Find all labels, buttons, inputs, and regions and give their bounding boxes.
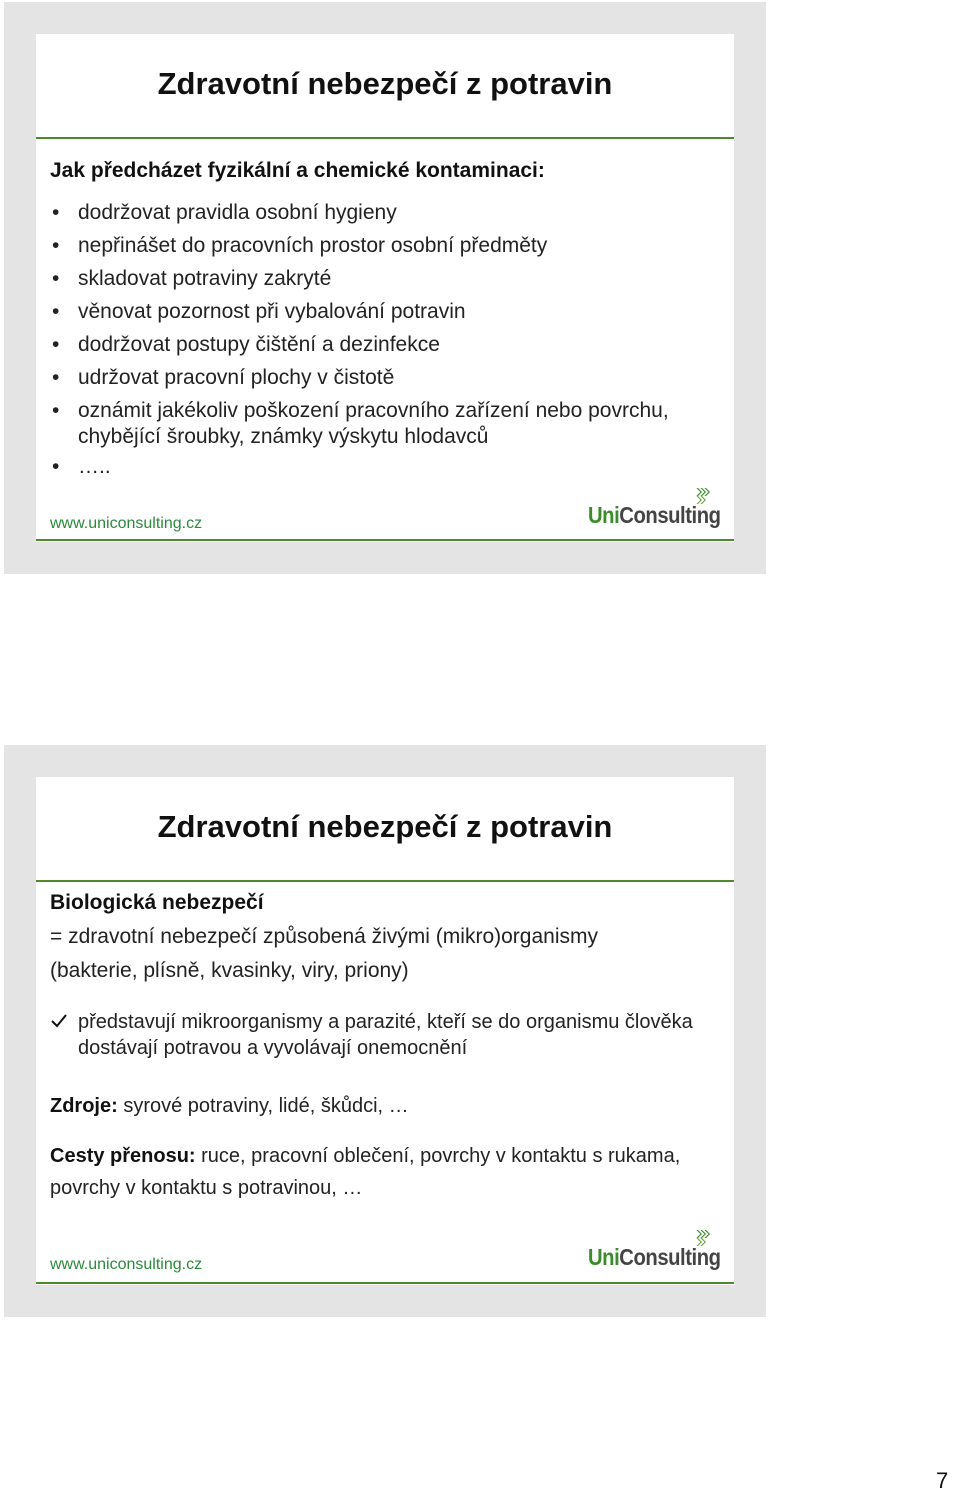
slide-title: Zdravotní nebezpečí z potravin [157, 809, 613, 844]
list-item: • oznámit jakékoliv poškození pracovního zařízení nebo povrchu, chybějící šroubky, známky výskytu hlodavců [52, 399, 669, 448]
uniconsulting-logo [588, 484, 721, 530]
list-item: • skladovat potraviny zakryté [52, 267, 332, 290]
logo-wordmark: UniConsulting [588, 502, 721, 528]
uniconsulting-logo [588, 1226, 721, 1272]
bullet-icon: • [52, 234, 60, 257]
check-list-item: představují mikroorganismy a parazité, kteří se do organismu člověka dostávají potravou a vyvolávají onemocnění [50, 1009, 722, 1061]
slide-1 [36, 34, 734, 542]
website-link[interactable]: www.uniconsulting.cz [50, 515, 203, 532]
bullet-icon: • [52, 333, 60, 356]
list-item: • udržovat pracovní plochy v čistotě [52, 366, 395, 389]
slide-title: Zdravotní nebezpečí z potravin [157, 66, 613, 101]
definition-line-2: (bakterie, plísně, kvasinky, viry, priony) [50, 959, 409, 982]
bullet-icon: • [52, 267, 60, 290]
slide-subtitle: Jak předcházet fyzikální a chemické kontaminaci: [50, 159, 545, 182]
title-divider [36, 137, 734, 139]
bullet-icon: • [52, 399, 60, 422]
list-item: • ….. [52, 455, 111, 478]
list-item: • dodržovat postupy čištění a dezinfekce [52, 333, 440, 356]
bullet-icon: • [52, 366, 60, 389]
list-item: • dodržovat pravidla osobní hygieny [52, 201, 397, 224]
slide-1-frame [4, 2, 766, 574]
title-divider [36, 880, 734, 882]
footer-divider [36, 1282, 734, 1284]
checkmark-icon [50, 1011, 68, 1037]
bullet-icon: • [52, 455, 60, 478]
footer-divider [36, 539, 734, 541]
logo-wordmark: UniConsulting [588, 1244, 721, 1270]
list-item: • nepřinášet do pracovních prostor osobní předměty [52, 234, 548, 257]
bullet-icon: • [52, 201, 60, 224]
website-link[interactable]: www.uniconsulting.cz [50, 1256, 203, 1273]
bullet-list [50, 200, 720, 487]
list-item: • věnovat pozornost při vybalování potravin [52, 300, 466, 323]
sources-line: Zdroje: syrové potraviny, lidé, škůdci, … [50, 1095, 409, 1117]
bullet-icon: • [52, 300, 60, 323]
page-number: 7 [936, 1468, 949, 1493]
transmission-line: Cesty přenosu: ruce, pracovní oblečení, povrchy v kontaktu s rukama, povrchy v kontaktu s potravinou, … [50, 1145, 681, 1199]
biological-hazards-heading: Biologická nebezpečí [50, 891, 264, 914]
definition-line-1: = zdravotní nebezpečí způsobená živými (mikro)organismy [50, 925, 598, 948]
